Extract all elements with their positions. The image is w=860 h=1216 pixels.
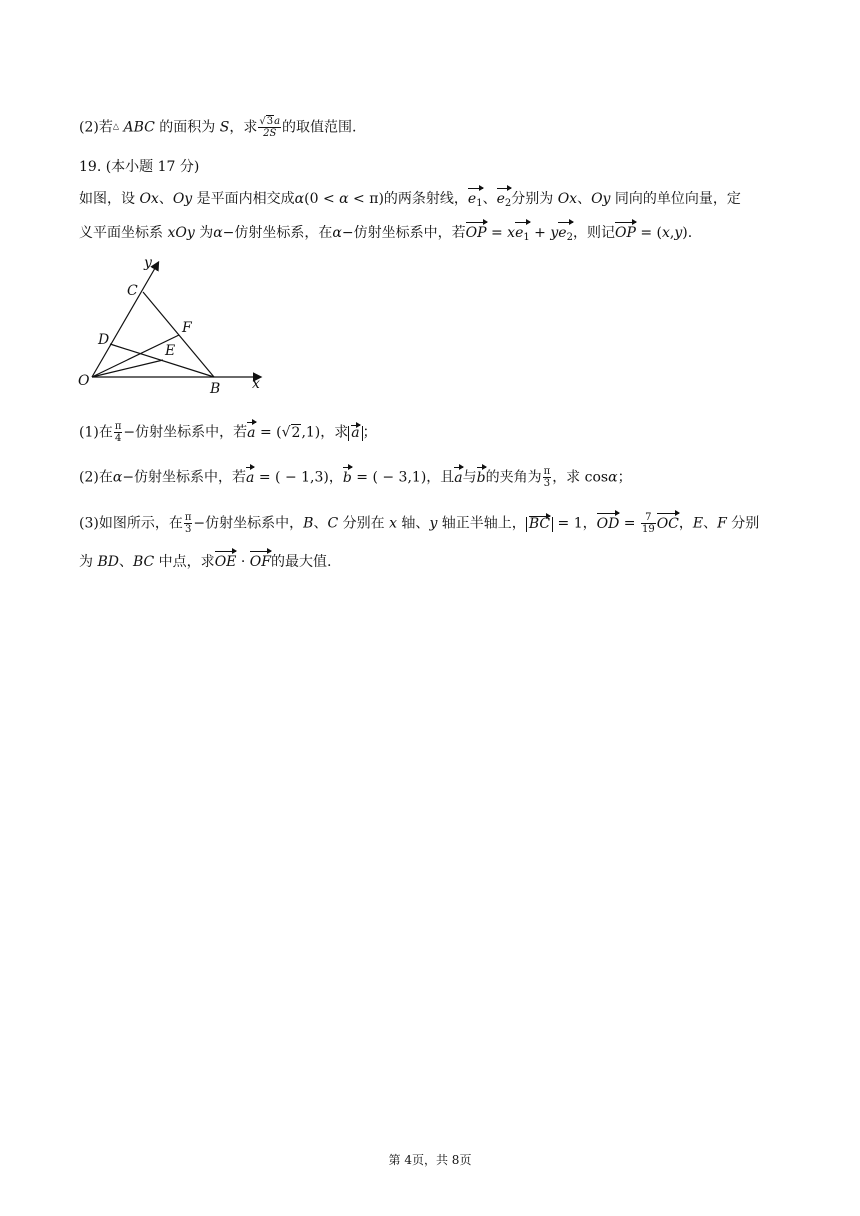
page-footer: 第 4页，共 8页 <box>388 1153 472 1167</box>
q19-part3-line2: 为 BD、BC 中点，求OE · OF的最大值. <box>79 554 332 570</box>
q19-part2: (2)在α−仿射坐标系中，若a = ( − 1,3)，b = ( − 3,1)，且a与b的夹角为 $\frac{\pi}{3}$ ，求 cosα； <box>79 466 632 489</box>
label-d: D <box>98 332 110 348</box>
sqrt3a-over-2s-fraction: $\frac{√3a}{2S}$ <box>259 116 281 139</box>
label-y: y <box>144 255 152 271</box>
y-axis <box>92 263 158 377</box>
q18-part2: (2)若△ ABC 的面积为 S，求 $\frac{√3a}{2S}$ 的取值范围. <box>79 116 357 139</box>
segment-cb <box>143 292 214 377</box>
q19-part3-line1: (3)如图所示，在 $\frac{\pi}{3}$ −仿射坐标系中，B、C 分别在 x 轴、y 轴正半轴上， BC = 1，OD = $\frac{7}{19}$ OC，E、F 分别 <box>79 512 760 535</box>
q19-part1: (1)在 $\frac{\pi}{4}$ −仿射坐标系中，若a = (√2,1)，求 a ； <box>79 421 377 444</box>
label-x: x <box>252 376 260 392</box>
affine-triangle-figure <box>72 253 272 398</box>
q19-header: 19. (本小题 17 分) <box>79 159 200 175</box>
label-c: C <box>127 283 138 299</box>
label-b: B <box>210 381 221 397</box>
q19-intro-line1: 如图，设 Ox、Oy 是平面内相交成α(0 < α < π)的两条射线，$e_1$、$e_2$分别为 Ox、Oy 同向的单位向量，定 <box>79 189 741 214</box>
label-f: F <box>182 320 192 336</box>
label-e: E <box>165 343 176 359</box>
segment-oe <box>92 360 163 377</box>
label-o: O <box>78 373 90 389</box>
q19-intro-line2: 义平面坐标系 xOy 为α−仿射坐标系，在α−仿射坐标系中，若OP = $xe_1 + ye_2$，则记OP = (x,y). <box>79 223 692 248</box>
